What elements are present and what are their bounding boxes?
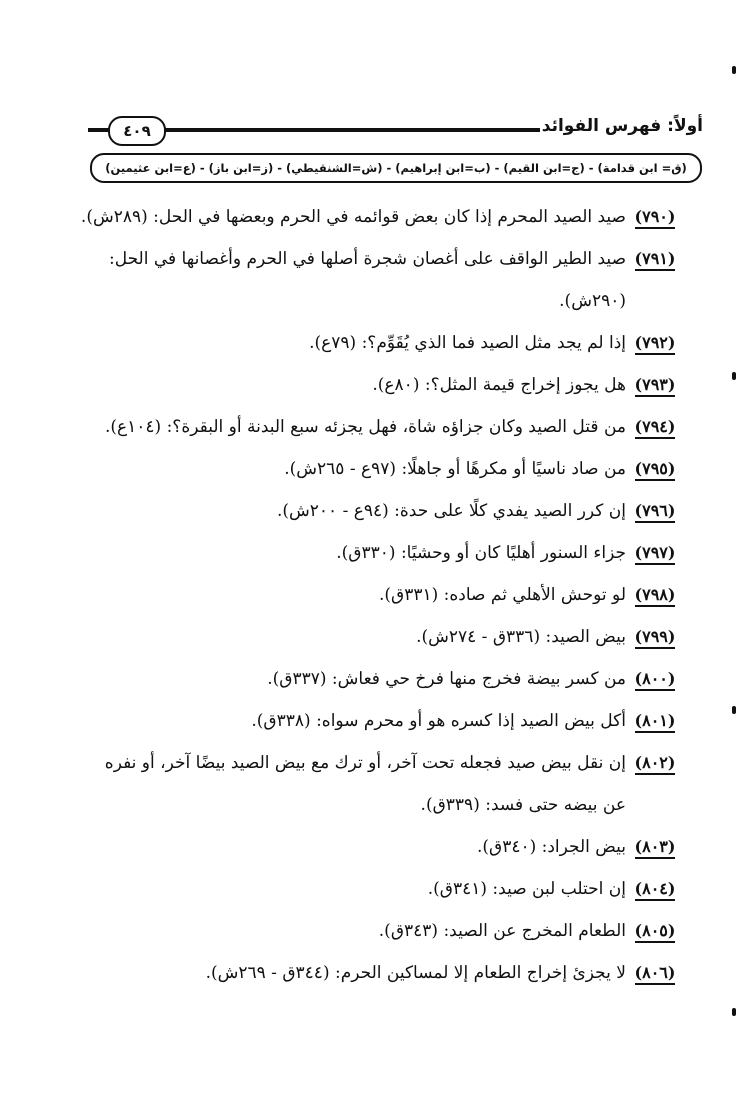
entry-text: لو توحش الأهلي ثم صاده: (٣٣١ق). xyxy=(379,585,626,605)
page-title: أولاً: فهرس الفوائد xyxy=(541,116,703,136)
entry-continuation: عن بيضه حتى فسد: (٣٣٩ق). xyxy=(420,795,626,815)
scan-edge-mark xyxy=(732,66,736,74)
entry-list xyxy=(80,196,680,994)
list-item xyxy=(80,910,680,952)
list-item xyxy=(80,490,680,532)
scan-edge-mark xyxy=(732,706,736,714)
entry-text: من قتل الصيد وكان جزاؤه شاة، فهل يجزئه سبع البدنة أو البقرة؟: (١٠٤ع). xyxy=(104,417,626,437)
entry-text: هل يجوز إخراج قيمة المثل؟: (٨٠ع). xyxy=(372,375,626,395)
entry-text: من صاد ناسيًا أو مكرهًا أو جاهلًا: (٩٧ع - ٢٦٥ش). xyxy=(284,459,626,479)
entry-number: (٨٠٥) xyxy=(630,910,680,952)
scan-edge-mark xyxy=(732,372,736,380)
entry-number: (٧٩٧) xyxy=(630,532,680,574)
entry-text: بيض الصيد: (٣٣٦ق - ٢٧٤ش). xyxy=(416,627,626,647)
entry-text: صيد الصيد المحرم إذا كان بعض قوائمه في الحرم وبعضها في الحل: (٢٨٩ش). xyxy=(80,207,626,227)
entry-number: (٨٠٦) xyxy=(630,952,680,994)
list-item xyxy=(80,574,680,616)
entry-text: جزاء السنور أهليًا كان أو وحشيًا: (٣٣٠ق). xyxy=(336,543,626,563)
list-item xyxy=(80,532,680,574)
list-item xyxy=(80,742,680,826)
entry-number: (٨٠٣) xyxy=(630,826,680,868)
list-item xyxy=(80,868,680,910)
page-header xyxy=(88,112,703,148)
entry-number: (٨٠٠) xyxy=(630,658,680,700)
entry-number: (٧٩٤) xyxy=(630,406,680,448)
entry-text: لا يجزئ إخراج الطعام إلا لمساكين الحرم: (٣٤٤ق - ٢٦٩ش). xyxy=(205,963,626,983)
list-item xyxy=(80,406,680,448)
abbreviation-legend: (ق= ابن قدامة) - (ج=ابن القيم) - (ب=ابن إبراهيم) - (ش=الشنقيطي) - (ز=ابن باز) - (ع=ابن عثيمين) xyxy=(90,153,702,183)
list-item xyxy=(80,826,680,868)
entry-number: (٨٠٤) xyxy=(630,868,680,910)
entry-text: إذا لم يجد مثل الصيد فما الذي يُقَوِّم؟: (٧٩ع). xyxy=(309,333,626,353)
list-item xyxy=(80,364,680,406)
entry-text: الطعام المخرج عن الصيد: (٣٤٣ق). xyxy=(378,921,626,941)
entry-number: (٧٩١) xyxy=(630,238,680,280)
entry-text: إن كرر الصيد يفدي كلًا على حدة: (٩٤ع - ٢٠٠ش). xyxy=(276,501,626,521)
entry-number: (٧٩٣) xyxy=(630,364,680,406)
entry-text: من كسر بيضة فخرج منها فرخ حي فعاش: (٣٣٧ق). xyxy=(267,669,626,689)
list-item xyxy=(80,952,680,994)
entry-number: (٧٩٢) xyxy=(630,322,680,364)
entry-number: (٧٩٥) xyxy=(630,448,680,490)
list-item xyxy=(80,238,680,322)
list-item xyxy=(80,700,680,742)
entry-number: (٧٩٦) xyxy=(630,490,680,532)
entry-text: إن احتلب لبن صيد: (٣٤١ق). xyxy=(427,879,626,899)
list-item xyxy=(80,616,680,658)
entry-text: أكل بيض الصيد إذا كسره هو أو محرم سواه: (٣٣٨ق). xyxy=(251,711,626,731)
entry-number: (٨٠٢) xyxy=(630,742,680,784)
list-item xyxy=(80,658,680,700)
entry-continuation: (٢٩٠ش). xyxy=(559,291,626,311)
entry-text: صيد الطير الواقف على أغصان شجرة أصلها في الحرم وأغصانها في الحل: xyxy=(108,249,626,269)
scan-edge-mark xyxy=(732,1008,736,1016)
entry-text: بيض الجراد: (٣٤٠ق). xyxy=(476,837,626,857)
entry-number: (٧٩٨) xyxy=(630,574,680,616)
entry-number: (٧٩٠) xyxy=(630,196,680,238)
page-number: ٤٠٩ xyxy=(108,116,166,146)
entry-number: (٨٠١) xyxy=(630,700,680,742)
list-item xyxy=(80,322,680,364)
entry-text: إن نقل بيض صيد فجعله تحت آخر، أو ترك مع بيض الصيد بيضًا آخر، أو نفره xyxy=(104,753,626,773)
list-item xyxy=(80,448,680,490)
entry-number: (٧٩٩) xyxy=(630,616,680,658)
list-item xyxy=(80,196,680,238)
